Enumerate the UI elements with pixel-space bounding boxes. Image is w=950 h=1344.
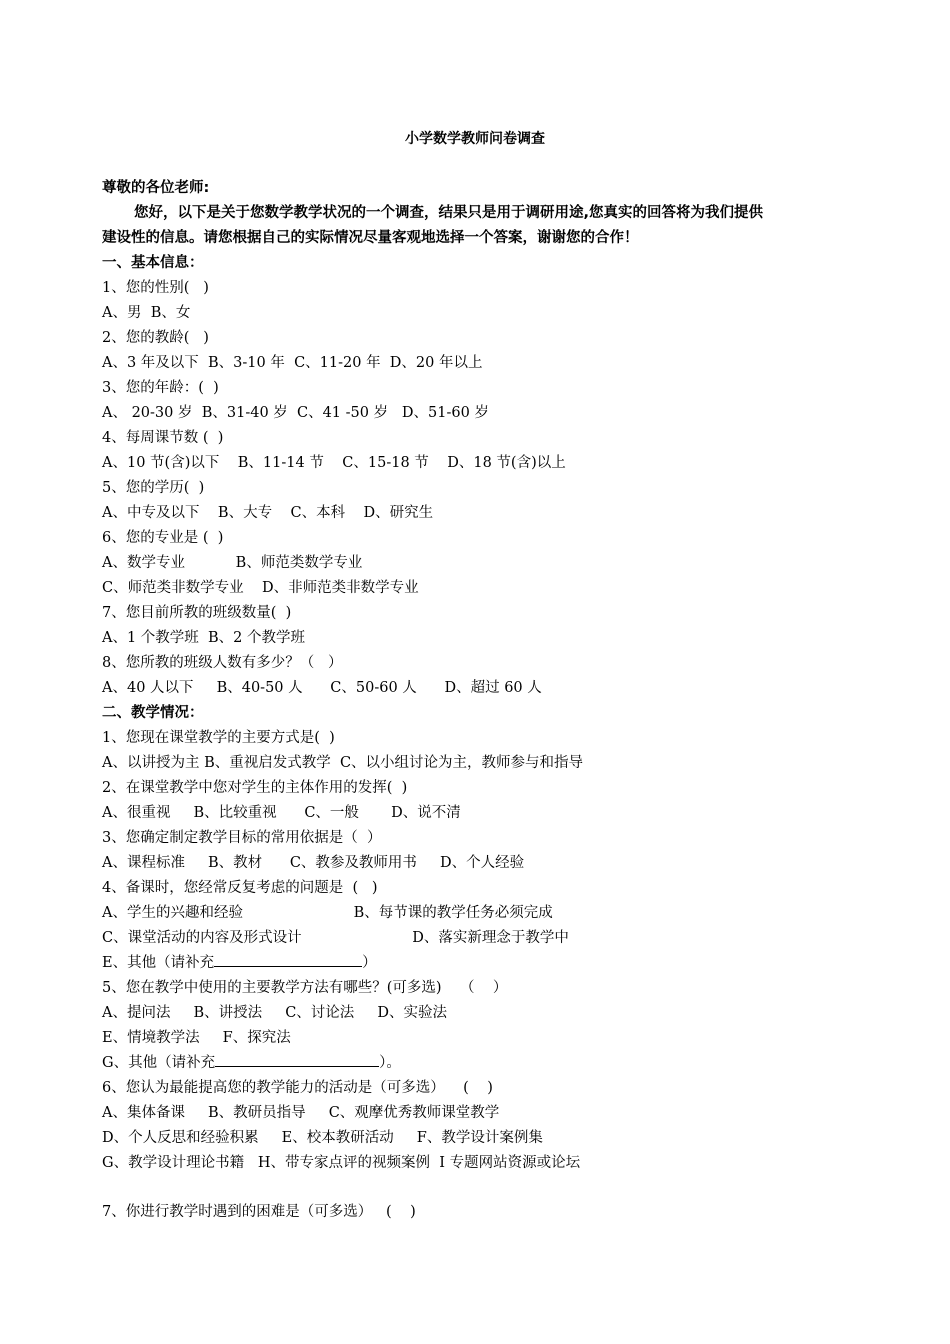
- question-line: 2、在课堂教学中您对学生的主体作用的发挥( ): [102, 780, 408, 796]
- question-line: 2、您的教龄( ): [102, 330, 209, 346]
- question-line: 6、您的专业是 ( ): [102, 530, 224, 546]
- option-line: E、情境教学法 F、探究法: [102, 1030, 291, 1046]
- question-line: 7、你进行教学时遇到的困难是（可多选） ( ): [102, 1204, 416, 1220]
- question-line: 4、备课时，您经常反复考虑的问题是 ( ): [102, 880, 378, 896]
- option-line: C、课堂活动的内容及形式设计 D、落实新理念于教学中: [102, 930, 569, 946]
- other-label: E、其他（请补充: [102, 955, 215, 971]
- option-line: A、1 个教学班 B、2 个教学班: [102, 630, 306, 646]
- question-line: 3、您确定制定教学目标的常用依据是（ ）: [102, 830, 382, 846]
- other-label: G、其他（请补充: [102, 1055, 216, 1071]
- option-line: A、课程标准 B、教材 C、教参及教师用书 D、个人经验: [102, 855, 525, 871]
- option-line: A、中专及以下 B、大专 C、本科 D、研究生: [102, 505, 434, 521]
- intro-line-2: 建设性的信息。请您根据自己的实际情况尽量客观地选择一个答案，谢谢您的合作！: [102, 230, 639, 246]
- option-line: A、男 B、女: [102, 305, 191, 321]
- option-line: A、提问法 B、讲授法 C、讨论法 D、实验法: [102, 1005, 447, 1021]
- question-line: 5、您在教学中使用的主要教学方法有哪些？(可多选) （ ）: [102, 980, 508, 996]
- page-title: 小学数学教师问卷调查: [405, 131, 545, 147]
- question-line: 3、您的年龄：( ): [102, 380, 219, 396]
- question-line: 5、您的学历( ): [102, 480, 205, 496]
- option-line: A、40 人以下 B、40-50 人 C、50-60 人 D、超过 60 人: [102, 680, 542, 696]
- option-line: A、学生的兴趣和经验 B、每节课的教学任务必须完成: [102, 905, 553, 921]
- other-suffix: ）。: [379, 1055, 401, 1071]
- option-line: A、3 年及以下 B、3-10 年 C、11-20 年 D、20 年以上: [102, 355, 483, 371]
- question-line: 1、您现在课堂教学的主要方式是( ): [102, 730, 335, 746]
- question-line: 4、每周课节数 ( ): [102, 430, 224, 446]
- option-line: A、 20-30 岁 B、31-40 岁 C、41 -50 岁 D、51-60 岁: [102, 405, 489, 421]
- option-line: A、数学专业 B、师范类数学专业: [102, 555, 363, 571]
- fill-in-blank[interactable]: [215, 1054, 379, 1067]
- question-line: 6、您认为最能提高您的教学能力的活动是（可多选） ( ): [102, 1080, 493, 1096]
- question-line: 8、您所教的班级人数有多少？（ ）: [102, 655, 343, 671]
- option-line: C、师范类非数学专业 D、非师范类非数学专业: [102, 580, 419, 596]
- greeting: 尊敬的各位老师:: [102, 180, 210, 196]
- other-answer-line: [102, 1051, 401, 1072]
- intro-line-1: 您好，以下是关于您数学教学状况的一个调查，结果只是用于调研用途,您真实的回答将为我们提供: [134, 205, 764, 221]
- question-line: 1、您的性别( ): [102, 280, 209, 296]
- option-line: G、教学设计理论书籍 H、带专家点评的视频案例 I 专题网站资源或论坛: [102, 1155, 581, 1171]
- other-suffix: ）: [362, 955, 377, 971]
- option-line: A、集体备课 B、教研员指导 C、观摩优秀教师课堂教学: [102, 1105, 500, 1121]
- section-heading-teaching: 二、教学情况：: [102, 705, 204, 721]
- other-answer-line: [102, 951, 377, 972]
- question-line: 7、您目前所教的班级数量( ): [102, 605, 292, 621]
- option-line: D、个人反思和经验积累 E、校本教研活动 F、教学设计案例集: [102, 1130, 543, 1146]
- section-heading-basic-info: 一、基本信息：: [102, 255, 204, 271]
- fill-in-blank[interactable]: [214, 954, 362, 967]
- option-line: A、很重视 B、比较重视 C、一般 D、说不清: [102, 805, 461, 821]
- option-line: A、以讲授为主 B、重视启发式教学 C、以小组讨论为主，教师参与和指导: [102, 755, 584, 771]
- option-line: A、10 节(含)以下 B、11-14 节 C、15-18 节 D、18 节(含)以上: [102, 455, 566, 471]
